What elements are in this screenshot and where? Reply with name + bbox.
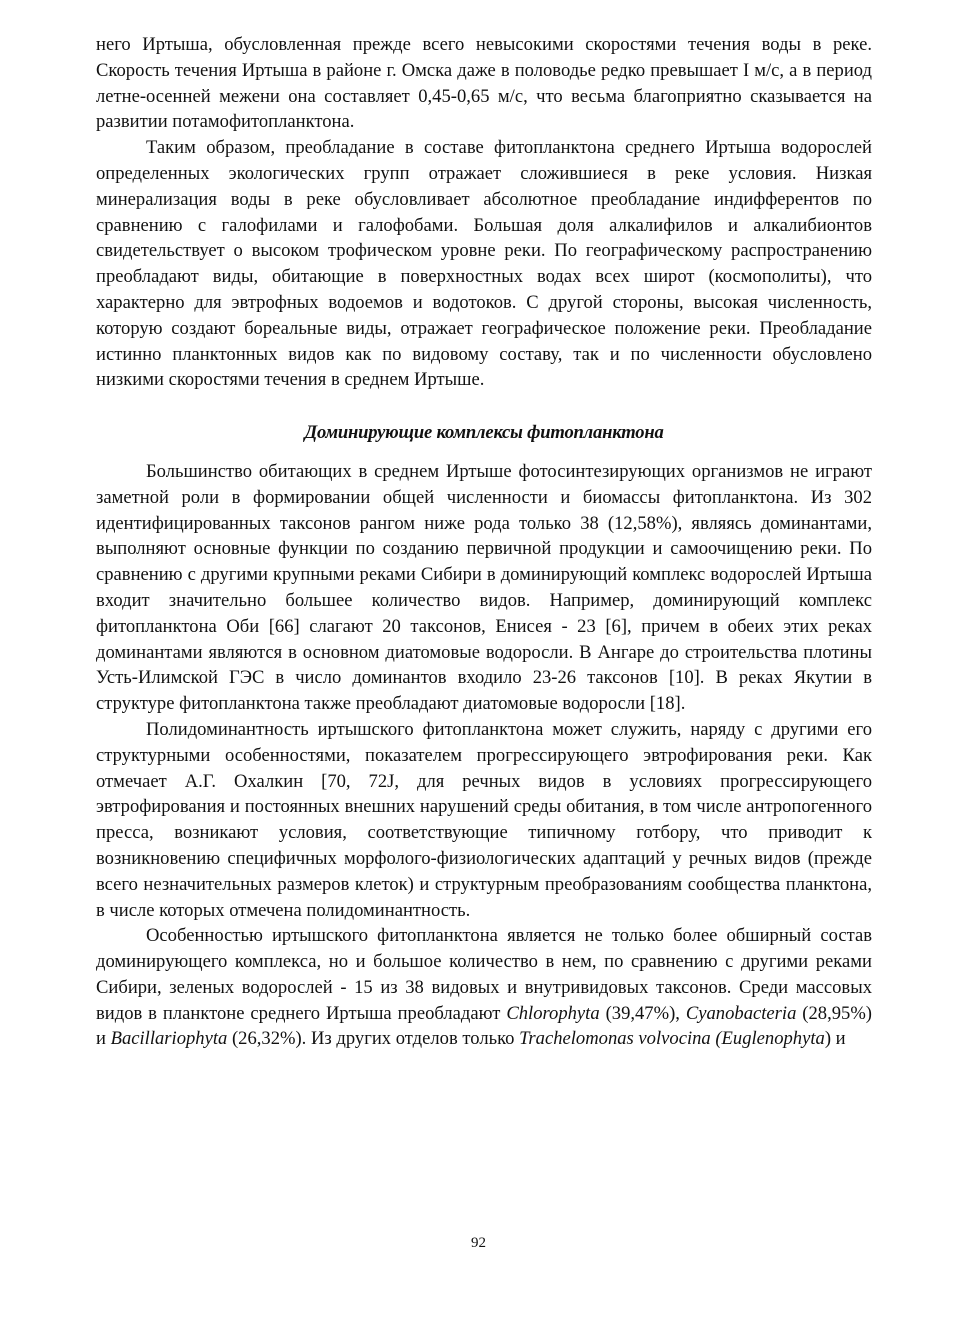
taxon-name: Trachelomonas volvocina (Euglenophyta: [519, 1028, 825, 1050]
paragraph-polydominance: Полидоминантность иртышского фитопланктона может служить, наряду с другими его структурными особенностями, показателем прогрессирующего эвтрофирования реки. Как отмечает А.Г. Охалкин [70, 72J, для речных видов в условиях прогрессирующего эвтрофирования и постоянных внешних нарушений среды обитания, в том числе антропогенного пресса, возникают условия, соответствующие типичному готбору, что приводит к возникновению специфичных морфолого-физиологических адаптаций у речных видов (прежде всего незначительных размеров клеток) и структурным преобразованиям сообщества планктона, в числе которых отмечена полидоминантность.: [96, 718, 872, 921]
document-page: [96, 32, 872, 1052]
paragraph-conclusion: Таким образом, преобладание в составе фитопланктона среднего Иртыша водорослей определенных экологических групп отражает сложившиеся в реке условия. Низкая минерализация воды в реке обусловливает абсолютное преобладание индифферентов по сравнению с галофилами и галофобами. Большая доля алкалифилов и алкалибионтов свидетельствует о высоком трофическом уровне реки. По географическому распространению преобладают виды, обитающие в поверхностных водах всех широт (космополиты), что характерно для эвтрофных водоемов и водотоков. С другой стороны, высокая численность, которую создают бореальные виды, отражает географическое положение реки. Преобладание истинно планктонных видов как по видовому составу, так и по численности обусловлено низкими скоростями течения в среднем Иртыше.: [96, 137, 872, 391]
paragraph-dominants: Большинство обитающих в среднем Иртыше фотосинтезирующих организмов не играют заметной роли в формировании общей численности и биомассы фитопланктона. Из 302 идентифицированных таксонов рангом ниже рода только 38 (12,58%), являясь доминантами, выполняют основные функции по созданию первичной продукции и самоочищению реки. По сравнению с другими крупными реками Сибири в доминирующий комплекс водорослей Иртыша входит значительно большее количество видов. Например, доминирующий комплекс фитопланктона Оби [66] слагают 20 таксонов, Енисея - 23 [6], причем в обеих этих реках доминантами являются в основном диатомовые водоросли. В Ангаре до строительства плотины Усть-Илимской ГЭС в число доминантов входило 23-26 таксонов [10]. В реках Якутии в структуре фитопланктона также преобладают диатомовые водоросли [18].: [96, 460, 872, 715]
paragraph-continuation: него Иртыша, обусловленная прежде всего невысокими скоростями течения воды в реке. Скорость течения Иртыша в районе г. Омска даже в половодье редко превышает I м/с, а в период летне-осенней межени она составляет 0,45-0,65 м/с, что весьма благоприятно сказывается на развитии потамофитопланктона.: [96, 34, 872, 133]
taxon-name: Bacillariophyta: [110, 1028, 228, 1050]
taxon-name: Chlorophyta: [506, 1002, 600, 1024]
text-run: (28,95%) и: [96, 1002, 873, 1050]
text-run: ) и: [824, 1028, 846, 1050]
text-run: Особенностью иртышского фитопланктона является не только более обширный состав доминирующего комплекса, но и большое количество в нем, по сравнению с другими реками Сибири, зеленых водорослей - 15 из 38 видовых и внутривидовых таксонов. Среди массовых видов в планктоне среднего Иртыша преобладают: [96, 925, 872, 1024]
taxon-name: Cyanobacteria: [685, 1002, 797, 1024]
text-run: (39,47%),: [599, 1002, 686, 1024]
page-number: 92: [471, 1235, 486, 1251]
paragraph-green-algae: [96, 923, 872, 1052]
text-run: (26,32%). Из других отделов только: [227, 1028, 520, 1050]
section-heading: Доминирующие комплексы фитопланктона: [304, 422, 664, 444]
